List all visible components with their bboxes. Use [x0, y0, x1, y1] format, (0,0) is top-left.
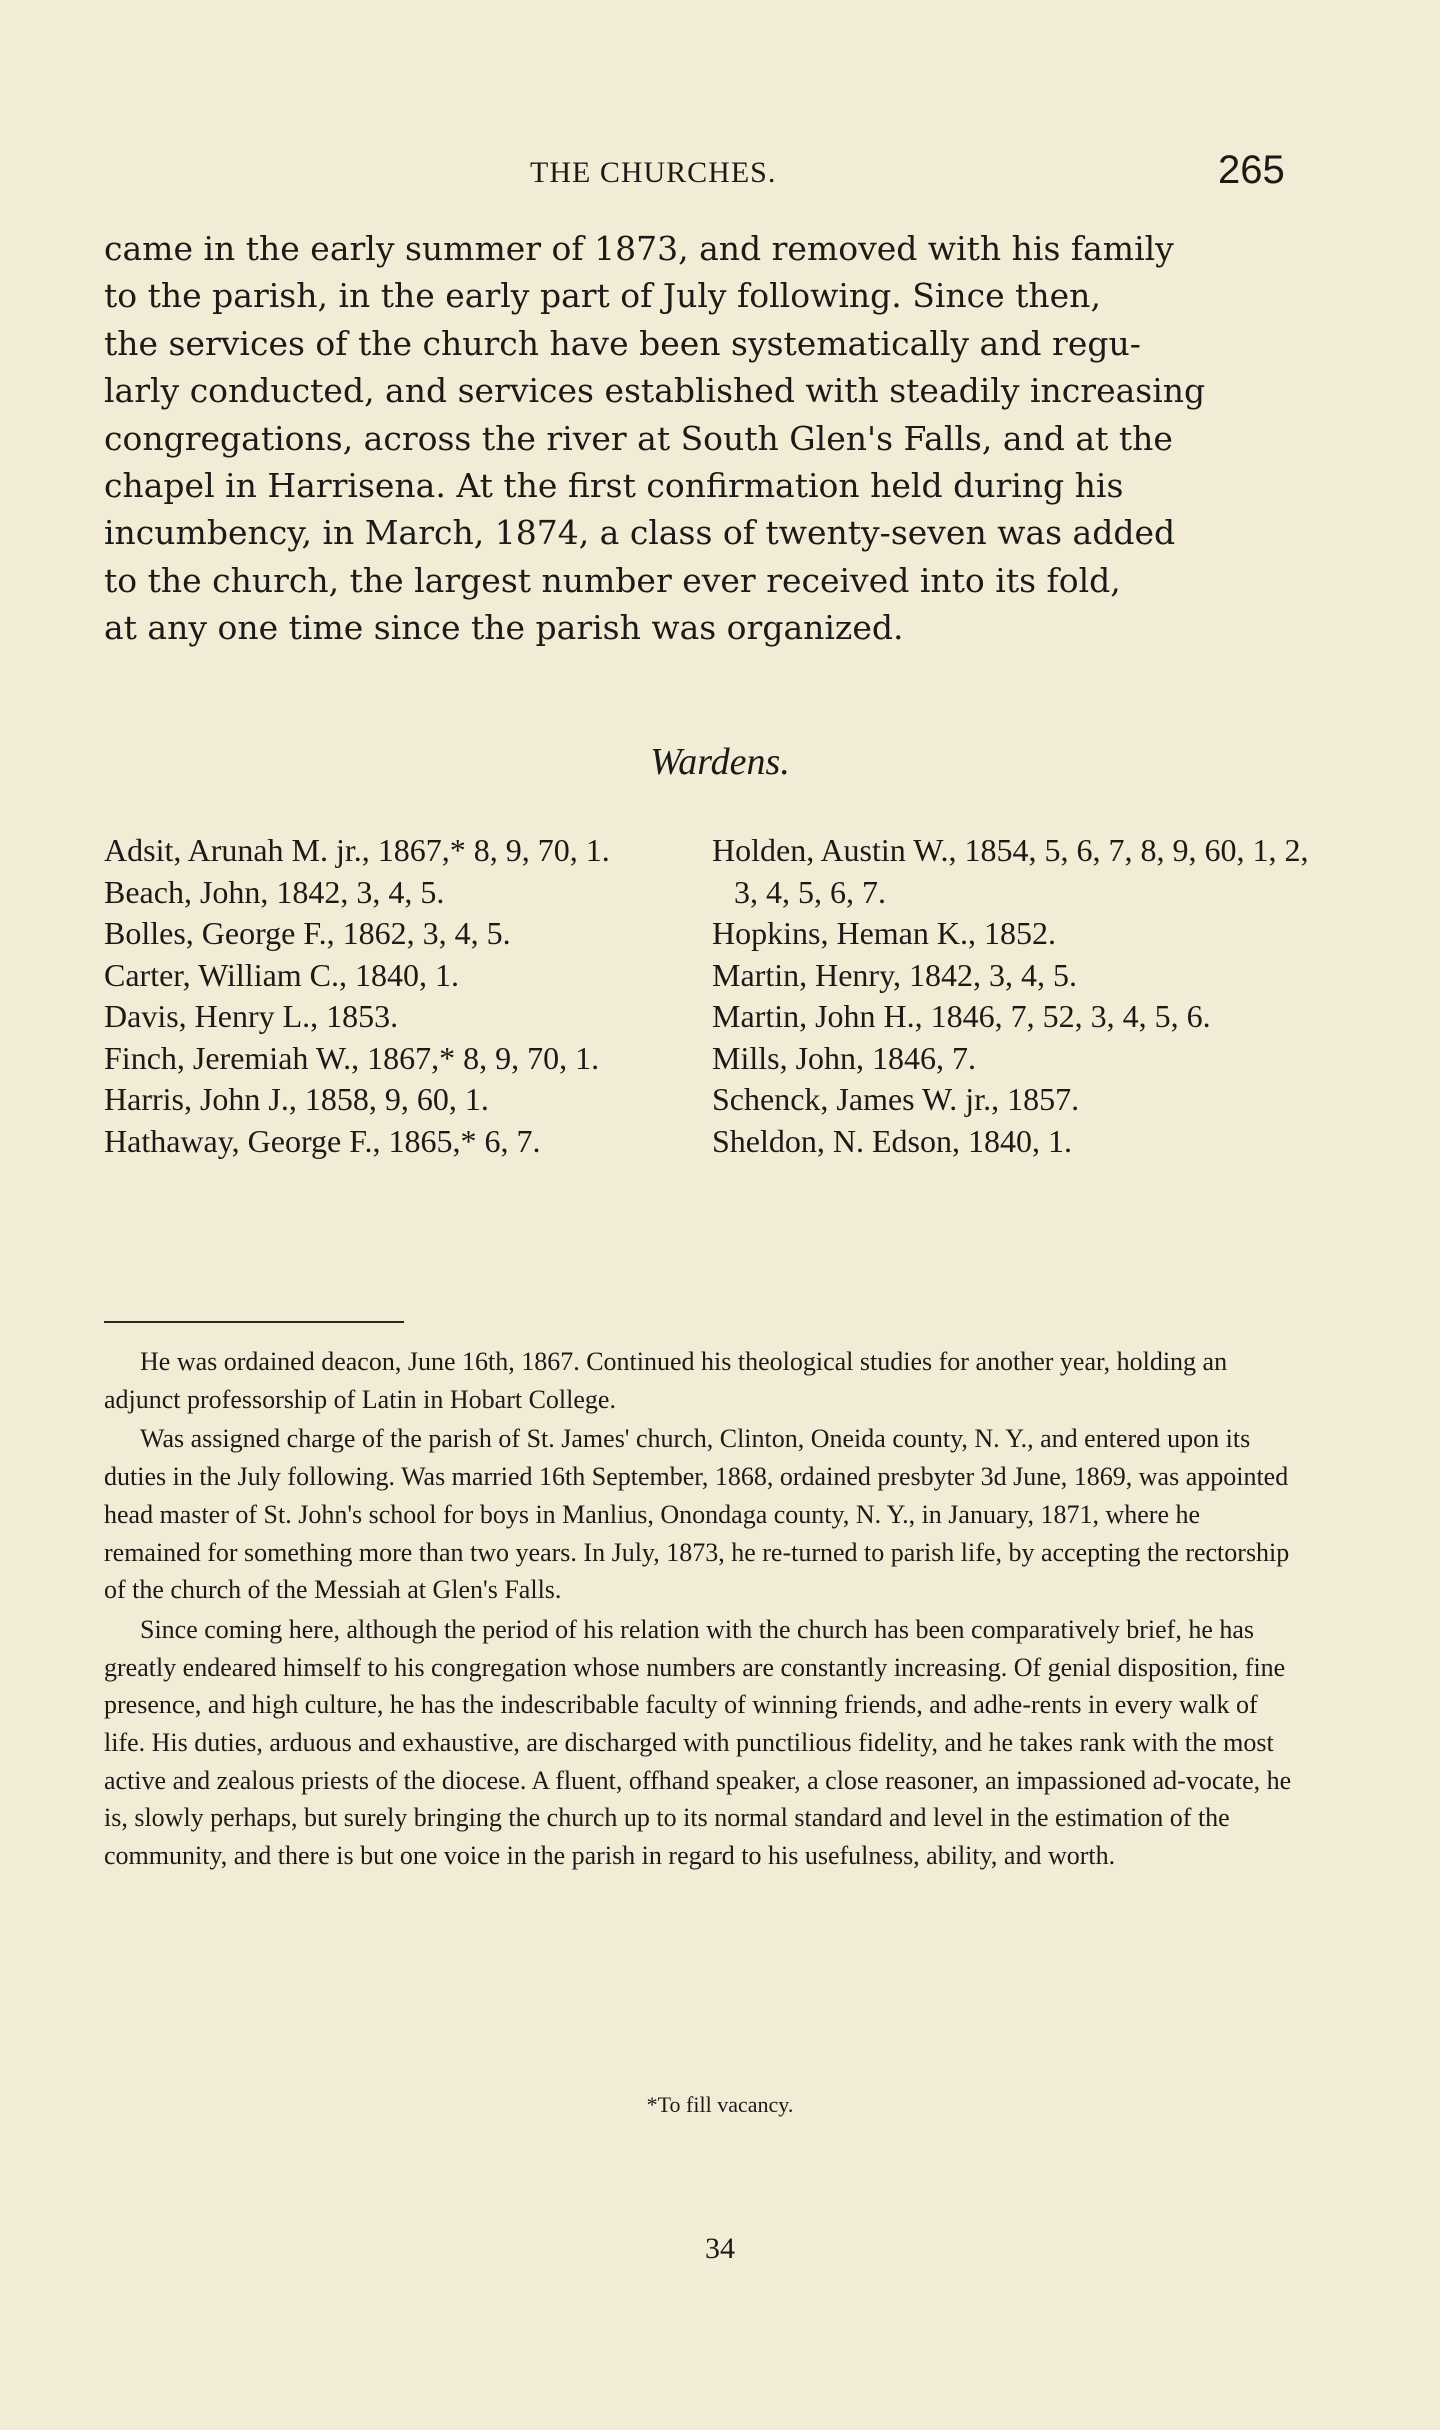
warden-entry: Adsit, Arunah M. jr., 1867,* 8, 9, 70, 1. — [104, 832, 610, 868]
vacancy-note: *To fill vacancy. — [646, 2092, 794, 2117]
warden-entry: Holden, Austin W., 1854, 5, 6, 7, 8, 9, 60, 1, 2, 3, 4, 5, 6, 7. — [712, 832, 1309, 910]
warden-entry: Schenck, James W. jr., 1857. — [712, 1081, 1080, 1117]
warden-entry: Hopkins, Heman K., 1852. — [712, 915, 1056, 951]
warden-entry: Davis, Henry L., 1853. — [104, 998, 399, 1034]
warden-entry: Bolles, George F., 1862, 3, 4, 5. — [104, 915, 511, 951]
warden-entry: Hathaway, George F., 1865,* 6, 7. — [104, 1122, 541, 1159]
footnote-paragraph: Since coming here, although the period of his relation with the church has been comparatively brief, he has greatly endeared himself to his congregation whose numbers are constantly increasing. Of genial disposition, fine presence, and high culture, he has the indescribable faculty of winning friends, and adhe-rents in every walk of life. His duties, arduous and exhaustive, are discharged with punctilious fidelity, and he takes rank with the most active and zealous priests of the diocese. A fluent, offhand speaker, a close reasoner, an impassioned ad-vocate, he is, slowly perhaps, but surely bringing the church up to its normal standard and level in the estimation of the community, and there is but one voice in the parish in regard to his usefulness, ability, and worth. — [104, 1614, 1292, 1871]
wardens-heading: Wardens. — [650, 741, 790, 783]
warden-entry: Harris, John J., 1858, 9, 60, 1. — [104, 1081, 489, 1117]
running-title: THE CHURCHES. — [530, 156, 777, 189]
footnote-divider — [104, 1321, 404, 1323]
footnote-paragraph: Was assigned charge of the parish of St. James' church, Clinton, Oneida county, N. Y., and entered upon its duties in the July following. Was married 16th September, 1868, ordained presbyter 3d June, 1869, was appointed head master of St. John's school for boys in Manlius, Onondaga county, N. Y., in January, 1871, where he remained for something more than two years. In July, 1873, he re-turned to parish life, by accepting the rectorship of the church of the Messiah at Glen's Falls. — [104, 1424, 1290, 1605]
wardens-list-left — [104, 830, 704, 1162]
warden-entry: Mills, John, 1846, 7. — [712, 1039, 977, 1076]
footnote-paragraph: He was ordained deacon, June 16th, 1867. Continued his theological studies for another year, holding an adjunct professorship of Latin in Hobart College. — [104, 1347, 1228, 1414]
body-paragraph: came in the early summer of 1873, and removed with his family to the parish, in the early part of July following. Since then, the services of the church have been systematically and regu- larly conducted, and services established with steadily increasing congregations, across the river at South Glen's Falls, and at the chapel in Harrisena. At the first confirmation held during his incumbency, in March, 1874, a class of twenty-seven was added to the church, the largest number ever received into its fold, at any one time since the parish was organized. — [104, 229, 1206, 648]
footnote — [104, 1343, 1300, 1877]
signature-mark: 34 — [705, 2232, 735, 2265]
warden-entry: Beach, John, 1842, 3, 4, 5. — [104, 873, 445, 910]
page-number: 265 — [1218, 148, 1285, 192]
warden-entry: Martin, John H., 1846, 7, 52, 3, 4, 5, 6. — [712, 998, 1211, 1034]
warden-entry: Martin, Henry, 1842, 3, 4, 5. — [712, 956, 1077, 993]
warden-entry: Sheldon, N. Edson, 1840, 1. — [712, 1122, 1072, 1159]
warden-entry: Carter, William C., 1840, 1. — [104, 956, 460, 993]
warden-entry: Finch, Jeremiah W., 1867,* 8, 9, 70, 1. — [104, 1039, 600, 1076]
wardens-list-right — [712, 830, 1312, 1162]
running-header — [0, 148, 1440, 198]
